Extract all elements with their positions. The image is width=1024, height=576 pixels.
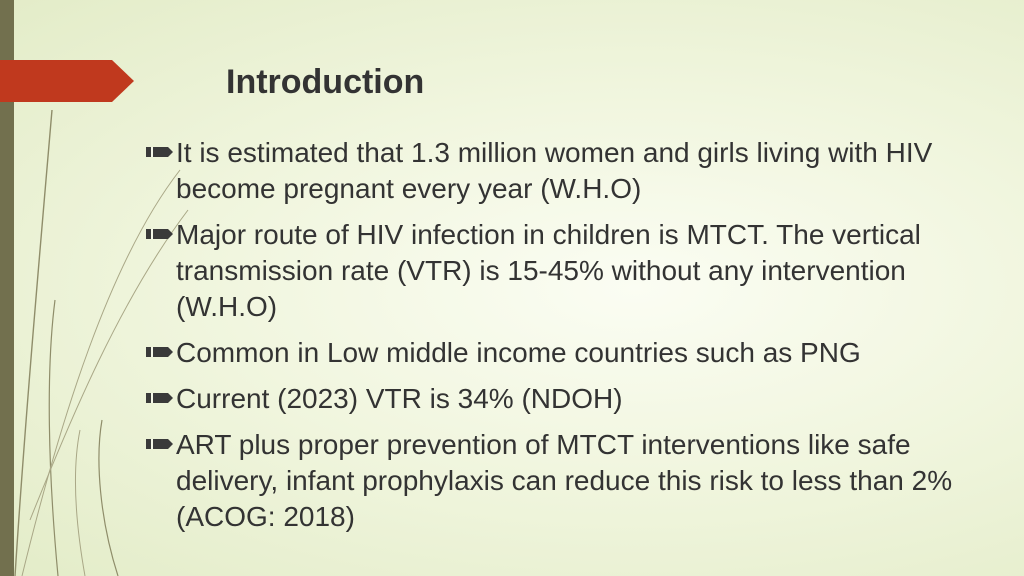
title-arrow-icon: [0, 60, 134, 102]
bullet-text: It is estimated that 1.3 million women and girls living with HIV become pregnant every year (W.H.O): [176, 137, 933, 204]
bullet-item-5: [144, 427, 1004, 535]
bullet-item-2: [144, 217, 1004, 325]
pencil-icon: [144, 341, 174, 363]
slide-title: Introduction: [226, 63, 425, 101]
bullet-list: [144, 135, 1004, 545]
pencil-icon: [144, 141, 174, 163]
bullet-text: Current (2023) VTR is 34% (NDOH): [176, 383, 623, 414]
pencil-icon: [144, 387, 174, 409]
bullet-item-4: [144, 381, 1004, 417]
bullet-text: Major route of HIV infection in children is MTCT. The vertical transmission rate (VTR) is 15-45% without any intervention (W.H.O): [176, 219, 921, 322]
pencil-icon: [144, 223, 174, 245]
bullet-item-1: [144, 135, 1004, 207]
bullet-item-3: [144, 335, 1004, 371]
bullet-text: Common in Low middle income countries such as PNG: [176, 337, 861, 368]
pencil-icon: [144, 433, 174, 455]
bullet-text: ART plus proper prevention of MTCT interventions like safe delivery, infant prophylaxis can reduce this risk to less than 2% (ACOG: 2018): [176, 429, 953, 532]
